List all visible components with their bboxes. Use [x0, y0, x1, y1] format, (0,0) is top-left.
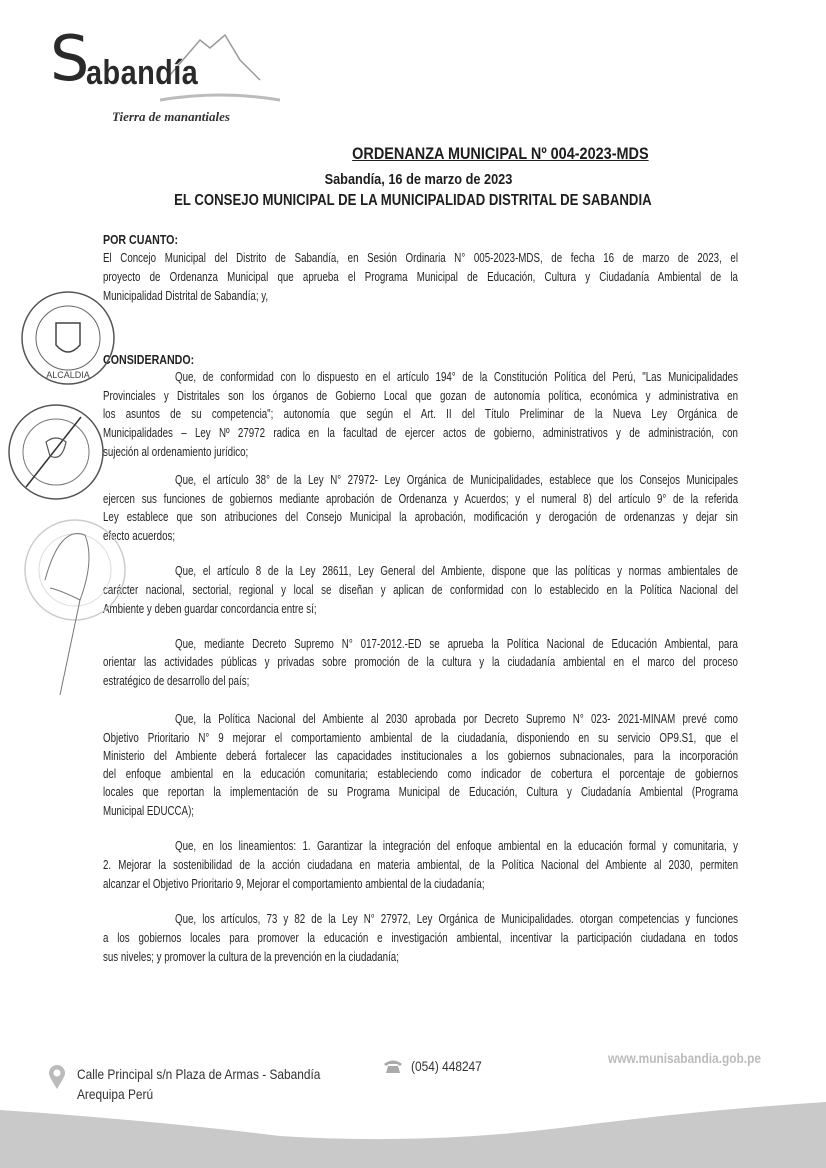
paragraph-2-line: los asuntos de su competencia"; autonomía que según el Art. II del Título Preliminar de la Nueva Ley Orgánica de: [103, 407, 738, 421]
paragraph-2-line: sujeción al ordenamiento jurídico;: [103, 445, 249, 459]
paragraph-6-line: Ministerio del Ambiente deberá fortalecer las capacidades institucionales a los gobiernos subnacionales, para la incorporación: [103, 749, 738, 763]
paragraph-8-line: sus niveles; y promover la cultura de la prevención en la ciudadanía;: [103, 950, 399, 964]
por-cuanto-heading: POR CUANTO:: [103, 232, 179, 247]
seal-label: ALCALDIA: [46, 370, 90, 380]
ordinance-number: ORDENANZA MUNICIPAL Nº 004-2023-MDS: [352, 144, 649, 163]
footer-website[interactable]: www.munisabandia.gob.pe: [608, 1050, 761, 1066]
paragraph-8-line: Que, los artículos, 73 y 82 de la Ley N° 27972, Ley Orgánica de Municipalidades. otorgan competencias y funciones: [175, 912, 738, 926]
paragraph-1-line: proyecto de Ordenanza Municipal que aprueba el Programa Municipal de Educación, Cultura y Ciudadanía Ambiental de la: [103, 270, 738, 284]
footer-address-line2: Arequipa Perú: [77, 1086, 154, 1102]
logo-text: abandía: [86, 54, 199, 92]
logo-tagline: Tierra de manantiales: [112, 109, 230, 124]
paragraph-3-line: Ley establece que son atribuciones del Consejo Municipal la aprobación, modificación y derogación de ordenanzas y dejar sin: [103, 510, 738, 524]
paragraph-4-line: carácter nacional, sectorial, regional y local se diseñan y aplican de conformidad con lo establecido en la Política Nacional del: [103, 583, 738, 597]
location-pin-icon: [48, 1064, 66, 1090]
paragraph-2-line: Que, de conformidad con lo dispuesto en el artículo 194° de la Constitución Política del Perú, "Las Municipalidades: [175, 370, 738, 384]
paragraph-6-line: locales que reportan la implementación de su Programa Municipal de Educación, Cultura y Ciudadanía Ambiental (Programa: [103, 785, 738, 799]
paragraph-8-line: a los gobiernos locales para promover la educación e investigación ambiental, incentivar la participación ciudadana en todos: [103, 931, 738, 945]
council-heading-text: EL CONSEJO MUNICIPAL DE LA MUNICIPALIDAD DISTRITAL DE SABANDIA: [174, 192, 652, 209]
telephone-icon: [383, 1058, 403, 1074]
paragraph-2-line: Municipalidades – Ley Nº 27972 radica en la facultad de ejercer actos de gobierno, administrativos y de administración, con: [103, 426, 738, 440]
place-date-text: Sabandía, 16 de marzo de 2023: [324, 171, 512, 188]
considerando-heading: CONSIDERANDO:: [103, 352, 195, 367]
official-seal-stamp: [18, 288, 118, 388]
paragraph-2-line: Provinciales y Distritales son los órganos de Gobierno Local que gozan de autonomía política, económica y administrativa en: [103, 389, 738, 403]
footer-address-line1: Calle Principal s/n Plaza de Armas - Sabandía: [77, 1066, 321, 1082]
paragraph-6-line: Que, la Política Nacional del Ambiente al 2030 aprobada por Decreto Supremo N° 023- 2021-MINAM prevé como: [175, 712, 738, 726]
paragraph-3-line: Que, el artículo 38° de la Ley N° 27972- Ley Orgánica de Municipalidades, establece que los Consejos Municipales: [175, 473, 738, 487]
paragraph-3-line: efecto acuerdos;: [103, 529, 176, 543]
paragraph-5-line: estratégico de desarrollo del país;: [103, 674, 250, 688]
paragraph-5-line: orientar las actividades públicas y privadas sobre promoción de la cultura y la ciudadanía ambiental en el marco del proceso: [103, 655, 738, 669]
council-heading: [0, 192, 826, 210]
paragraph-7-line: 2. Mejorar la sostenibilidad de la acción ciudadana en materia ambiental, de la Política Nacional del Ambiente al 2030, permiten: [103, 858, 738, 872]
paragraph-4-line: Ambiente y deben guardar concordancia entre sí;: [103, 602, 317, 616]
paragraph-7-line: Que, en los lineamientos: 1. Garantizar la integración del enfoque ambiental en la educación formal y comunitaria, y: [175, 839, 738, 853]
paragraph-6-line: Objetivo Prioritario N° 9 mejorar el comportamiento ambiental de la ciudadanía, disponiendo en su servicio OP9.S1, que el: [103, 731, 738, 745]
paragraph-6-line: del enfoque ambiental en la educación comunitaria; estableciendo como indicador de cobertura el porcentaje de gobiernos: [103, 767, 738, 781]
paragraph-6-line: Municipal EDUCCA);: [103, 804, 195, 818]
ordinance-title: [0, 144, 826, 164]
logo-letter-s: S: [50, 22, 90, 95]
paragraph-3-line: ejercen sus funciones de gobiernos mediante aprobación de Ordenanza y Acuerdos; y el numeral 8) del artículo 9° de la referida: [103, 492, 738, 506]
paragraph-4-line: Que, el artículo 8 de la Ley 28611, Ley General del Ambiente, dispone que las políticas y normas ambientales de: [175, 564, 738, 578]
paragraph-5-line: Que, mediante Decreto Supremo N° 017-2012.-ED se aprueba la Política Nacional de Educación Ambiental, para: [175, 637, 738, 651]
faded-seal-with-signature: [20, 510, 130, 700]
paragraph-1-line: El Concejo Municipal del Distrito de Sabandía, en Sesión Ordinaria N° 005-2023-MDS, de fecha 16 de marzo de 2023, el: [103, 251, 738, 265]
footer-phone: (054) 448247: [411, 1058, 482, 1074]
paragraph-1-line: Municipalidad Distrital de Sabandía; y,: [103, 289, 269, 303]
footer-wave-band: [0, 1100, 826, 1168]
place-date: [0, 171, 826, 188]
paragraph-7-line: alcanzar el Objetivo Prioritario 9, Mejorar el comportamiento ambiental de la ciudadanía;: [103, 877, 485, 891]
signature-seal-stamp: [6, 402, 106, 502]
